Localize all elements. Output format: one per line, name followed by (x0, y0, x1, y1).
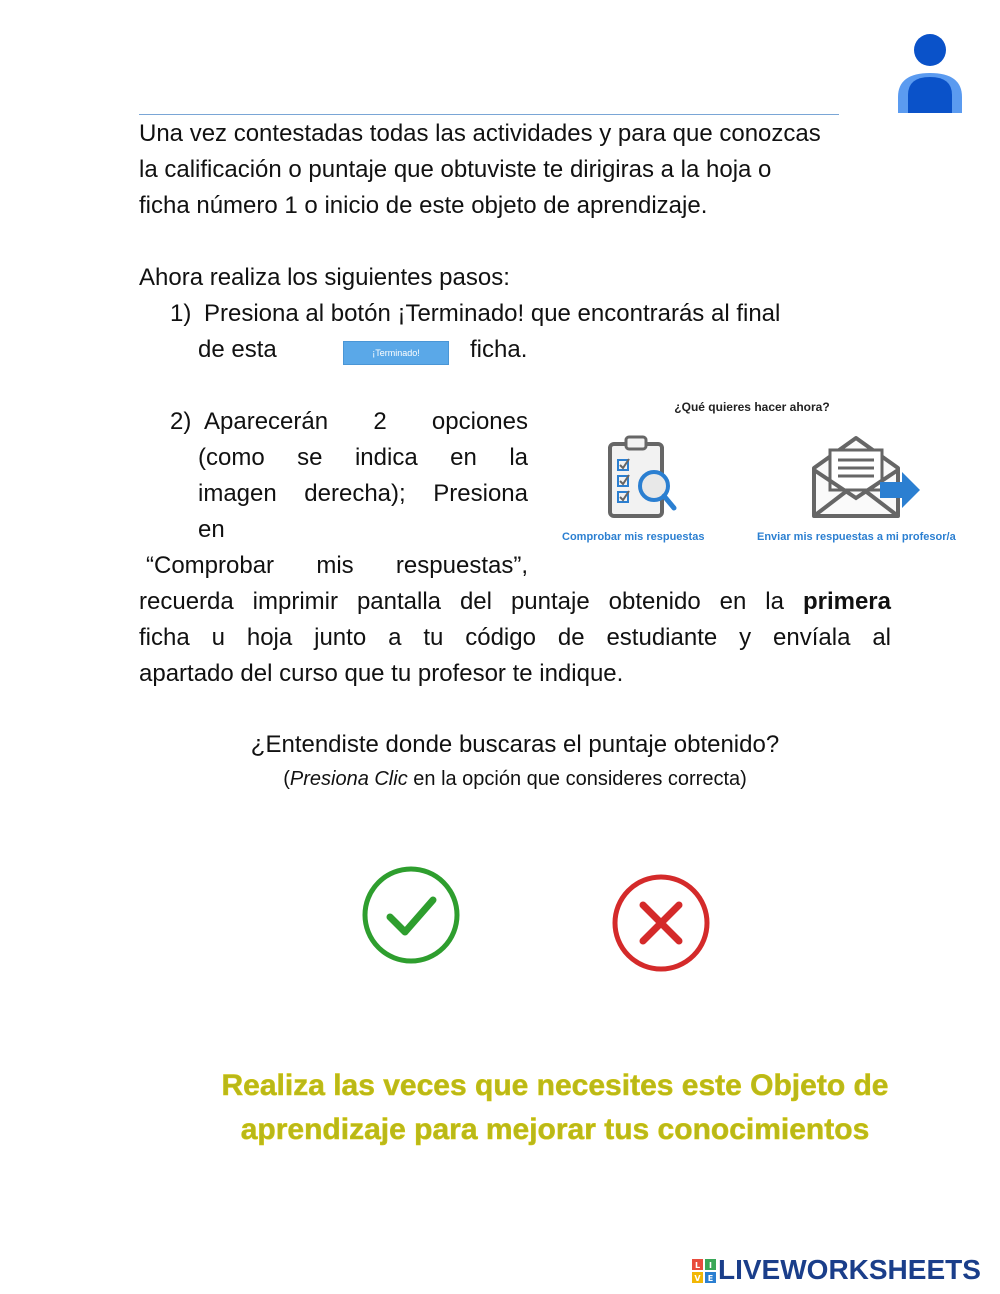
yes-answer-button[interactable] (361, 865, 461, 965)
cont-line1-text: recuerda imprimir pantalla del puntaje obtenido en la (139, 588, 784, 615)
header-divider (139, 114, 839, 115)
liveworksheets-logo (692, 1254, 992, 1288)
logo-letter: E (707, 1274, 714, 1283)
step2-cont-line2: ficha u hoja junto a tu código de estudiante y envíala al (139, 624, 891, 651)
closing-message (0, 1064, 1000, 1152)
intro-line: ficha número 1 o inicio de este objeto de aprendizaje. (139, 192, 708, 219)
logo-letter: V (694, 1274, 701, 1283)
option2-label: Enviar mis respuestas a mi profesor/a (757, 531, 956, 543)
step2-number: 2) (170, 408, 192, 435)
brand-name: LIVEWORKSHEETS (718, 1254, 981, 1285)
question-hint (0, 765, 1000, 793)
step1-line2-end: ficha. (470, 336, 528, 363)
step2-line: imagen derecha); Presiona (198, 480, 528, 507)
step2-block (198, 404, 528, 548)
question-text: ¿Entendiste donde buscaras el puntaje obtenido? (250, 731, 780, 758)
user-avatar-icon (895, 33, 965, 115)
step2-cont-line1 (139, 584, 891, 620)
option1-label: Comprobar mis respuestas (562, 531, 705, 543)
hint-open: ( (283, 768, 290, 790)
intro-line: la calificación o puntaje que obtuviste te dirigiras a la hoja o (139, 156, 772, 183)
cont-line1-bold: primera (802, 588, 891, 615)
step1-number: 1) (170, 300, 192, 327)
x-circle-icon (611, 873, 711, 973)
intro-paragraph (139, 116, 899, 224)
intro-line: Una vez contestadas todas las actividades y para que conozcas (139, 120, 821, 147)
step1-line2-start: de esta (198, 336, 277, 363)
step2-quote-line: “Comprobar mis respuestas”, (146, 552, 528, 579)
liveworksheets-logo-icon (692, 1259, 716, 1283)
finished-button-sample: ¡Terminado! (343, 341, 449, 365)
logo-letter: L (694, 1261, 701, 1270)
closing-line1: Realiza las veces que necesites este Objeto de (221, 1069, 889, 1102)
options-title: ¿Qué quieres hacer ahora? (674, 400, 830, 414)
step2-line: Aparecerán 2 opciones (204, 408, 528, 435)
logo-letter: I (709, 1261, 712, 1270)
closing-line2: aprendizaje para mejorar tus conocimientos (240, 1113, 870, 1146)
hint-rest: en la opción que consideres correcta) (407, 768, 747, 790)
step2-line: (como se indica en la (198, 444, 528, 471)
step2-cont-line3: apartado del curso que tu profesor te indique. (139, 660, 624, 687)
clipboard-checklist-icon (604, 434, 680, 520)
steps-intro: Ahora realiza los siguientes pasos: (139, 264, 510, 291)
step2-line: en (198, 516, 225, 543)
options-image (556, 396, 976, 552)
check-circle-icon (361, 865, 461, 965)
no-answer-button[interactable] (611, 873, 711, 973)
step1-line1: Presiona al botón ¡Terminado! que encontrarás al final (204, 300, 781, 327)
envelope-send-icon (810, 434, 922, 520)
hint-italic: Presiona Clic (289, 768, 408, 790)
